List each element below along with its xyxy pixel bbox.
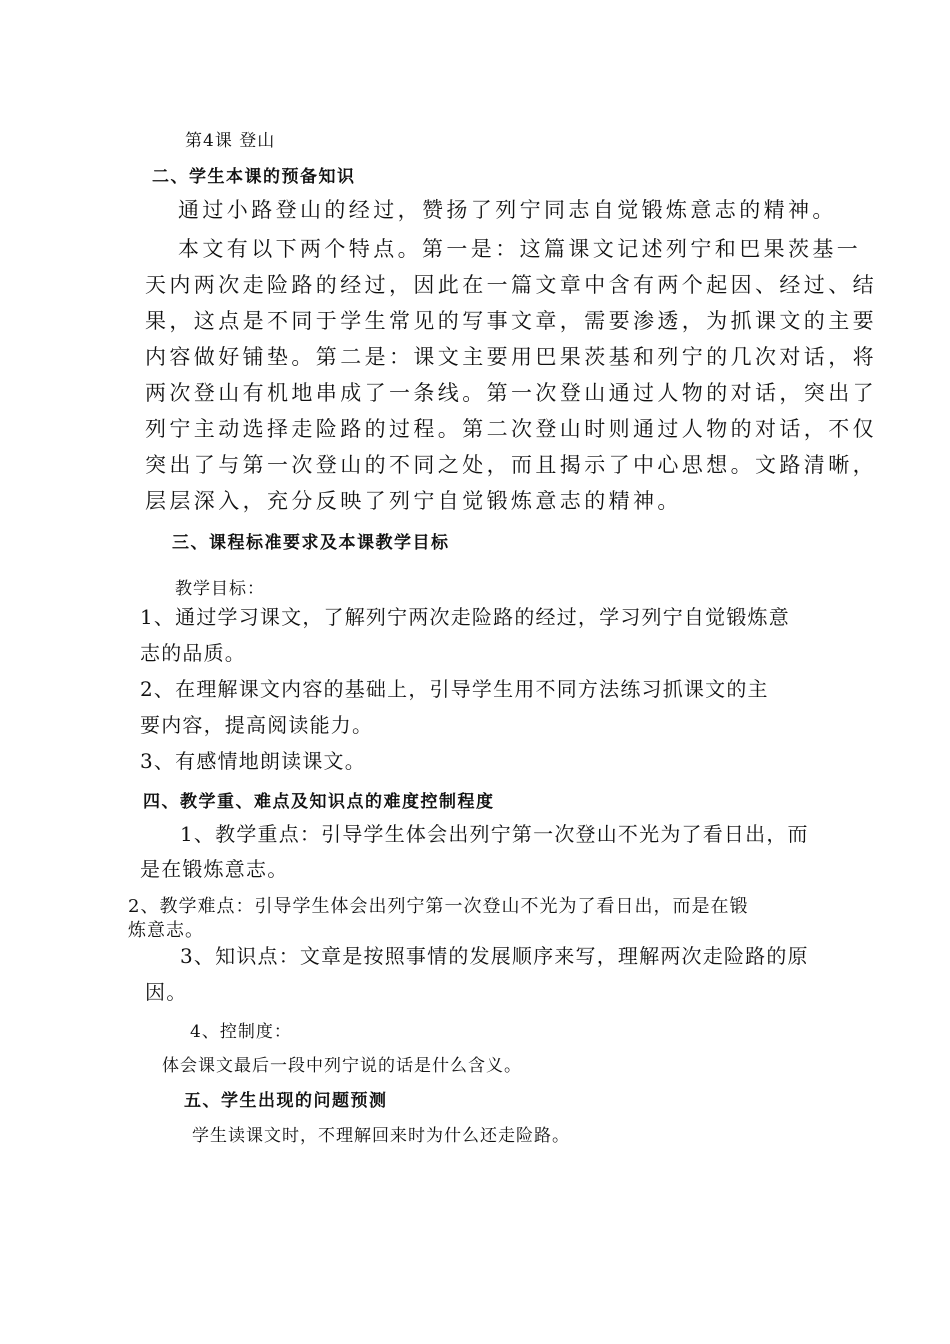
section-2-heading: 二、学生本课的预备知识	[152, 167, 356, 187]
section-5-text: 学生读课文时，不理解回来时为什么还走险路。	[192, 1126, 570, 1146]
section-4-heading: 四、教学重、难点及知识点的难度控制程度	[143, 792, 495, 812]
section-2-para-line: 本文有以下两个特点。第一是：这篇课文记述列宁和巴果茨基一	[178, 237, 862, 261]
goal-2-line: 要内容，提高阅读能力。	[140, 713, 374, 737]
goal-1-line: 1、通过学习课文，了解列宁两次走险路的经过，学习列宁自觉锻炼意	[140, 605, 790, 629]
section-3-heading: 三、课程标准要求及本课教学目标	[172, 533, 450, 553]
section-2-para-line: 内容做好铺垫。第二是：课文主要用巴果茨基和列宁的几次对话，将	[145, 345, 877, 369]
section-2-intro: 通过小路登山的经过，赞扬了列宁同志自觉锻炼意志的精神。	[178, 198, 837, 222]
point-3-line: 3、知识点：文章是按照事情的发展顺序来写，理解两次走险路的原	[180, 944, 809, 968]
section-2-para-line: 层层深入，充分反映了列宁自觉锻炼意志的精神。	[145, 489, 682, 513]
section-2-para-line: 果，这点是不同于学生常见的写事文章，需要渗透，为抓课文的主要	[145, 309, 877, 333]
point-2-line: 2、教学难点：引导学生体会出列宁第一次登山不光为了看日出，而是在锻	[128, 896, 749, 917]
goal-2-line: 2、在理解课文内容的基础上，引导学生用不同方法练习抓课文的主	[140, 677, 769, 701]
point-3-line: 因。	[145, 980, 188, 1004]
lesson-title: 第4课 登山	[185, 131, 276, 151]
goal-1-line: 志的品质。	[140, 641, 246, 665]
section-2-para-line: 天内两次走险路的经过，因此在一篇文章中含有两个起因、经过、结	[145, 273, 877, 297]
point-1-line: 是在锻炼意志。	[140, 857, 289, 881]
goals-label: 教学目标：	[175, 579, 265, 599]
point-2-line: 炼意志。	[128, 920, 204, 941]
section-2-para-line: 列宁主动选择走险路的过程。第二次登山时则通过人物的对话，不仅	[145, 417, 877, 441]
section-2-para-line: 突出了与第一次登山的不同之处，而且揭示了中心思想。文路清晰，	[145, 453, 877, 477]
section-2-para-line: 两次登山有机地串成了一条线。第一次登山通过人物的对话，突出了	[145, 381, 877, 405]
point-4-label: 4、控制度：	[190, 1022, 292, 1042]
point-1-line: 1、教学重点：引导学生体会出列宁第一次登山不光为了看日出，而	[180, 822, 809, 846]
section-5-heading: 五、学生出现的问题预测	[184, 1091, 388, 1111]
point-4-text: 体会课文最后一段中列宁说的话是什么含义。	[162, 1056, 522, 1076]
goal-3: 3、有感情地朗读课文。	[140, 749, 366, 773]
